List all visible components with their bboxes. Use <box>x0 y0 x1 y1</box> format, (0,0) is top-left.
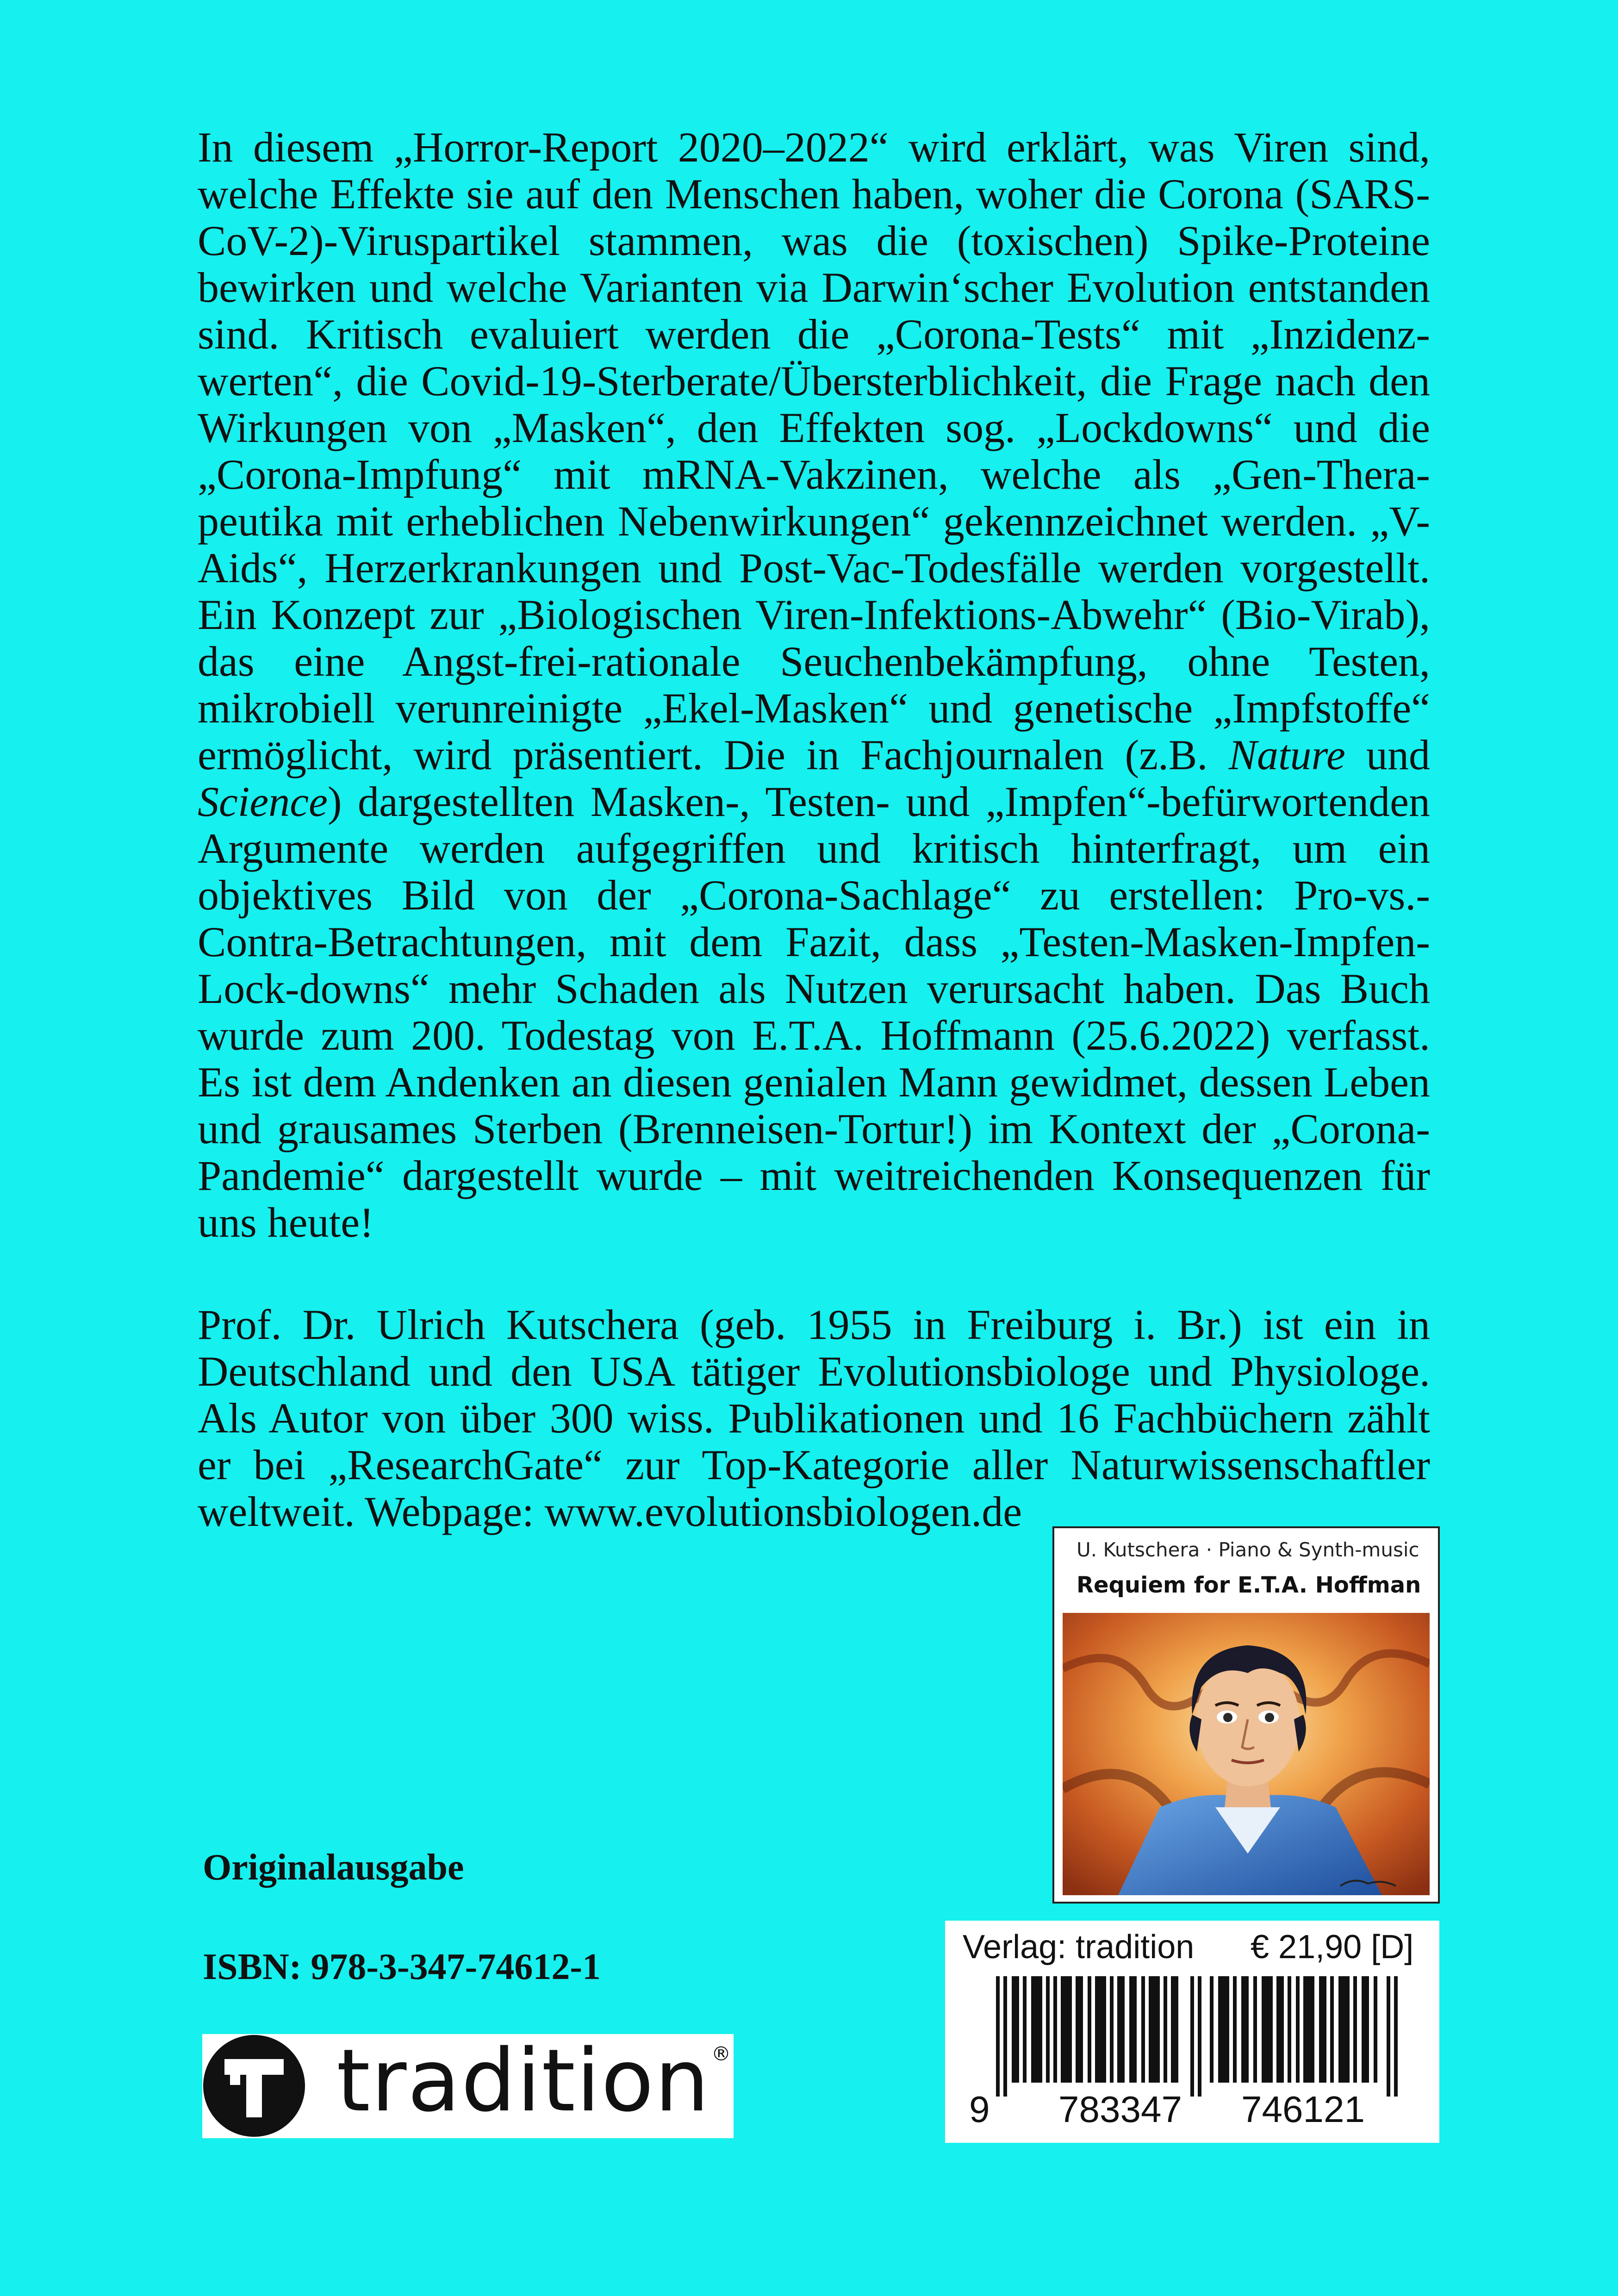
blurb-text-b: ) dargestellten Masken-, Testen- und „Impfen“-befürwortenden Argumente werden aufgegriffen und kritisch hinterfragt, um ein objektives Bild von der „Corona-Sachlage“ zu erstellen: Pro-vs.-Contra-Betrachtungen, mit dem Fazit, dass „Testen-Masken-Impfen-Lock-downs“ mehr Schaden als Nutzen verursacht haben. Das Buch wurde zum 200. Todestag von E.T.A. Hoffmann (25.6.2022) verfasst. Es ist dem Andenken an diesen genialen Mann gewidmet, dessen Leben und grausames Sterben (Brenneisen-Tortur!) im Kontext der „Corona-Pandemie“ dargestellt wurde – mit weitreichenden Konsequenzen für uns heute! <box>198 778 1430 1246</box>
barcode-label <box>945 1921 1439 2143</box>
tradition-t-icon <box>202 2034 306 2138</box>
cd-cover <box>1052 1526 1440 1904</box>
barcode-price: € 21,90 [D] <box>1251 1929 1414 1966</box>
journal-science: Science <box>198 778 328 825</box>
edition-label: Originalausgabe <box>203 1847 464 1888</box>
blurb-text-a: In diesem „Horror-Report 2020–2022“ wird erklärt, was Viren sind, welche Effekte sie auf den Menschen haben, woher die Corona (SARS-CoV-2)-Viruspartikel stammen, was die (toxischen) Spike-Proteine bewirken und welche Varianten via Darwin‘scher Evolution entstanden sind. Kritisch evaluiert werden die „Corona-Tests“ mit „Inzidenz-werten“, die Covid-19-Sterberate/Übersterblichkeit, die Frage nach den Wirkungen von „Masken“, den Effekten sog. „Lockdowns“ und die „Corona-Impfung“ mit mRNA-Vakzinen, welche als „Gen-Thera-peutika mit erheblichen Nebenwirkungen“ gekennzeichnet werden. „V-Aids“, Herzerkrankungen und Post-Vac-Todesfälle werden vorgestellt. Ein Konzept zur „Biologischen Viren-Infektions-Abwehr“ (Bio-Virab), das eine Angst-frei-rationale Seuchenbekämpfung, ohne Testen, mikrobiell verunreinigte „Ekel-Masken“ und genetische „Impfstoffe“ ermöglicht, wird präsentiert. Die in Fachjournalen (z.B. <box>198 124 1430 778</box>
cd-artist-line: U. Kutschera · Piano & Synth-music <box>1077 1538 1419 1561</box>
barcode-digit-first: 9 <box>969 2089 990 2130</box>
cd-title: Requiem for E.T.A. Hoffman <box>1077 1572 1421 1598</box>
isbn-label: ISBN: 978-3-347-74612-1 <box>203 1947 601 1987</box>
barcode-digits-left: 783347 <box>1058 2089 1182 2130</box>
logo-wordmark: tradition <box>336 2030 710 2131</box>
blurb-und: und <box>1366 731 1431 778</box>
ean-barcode <box>996 1976 1413 2097</box>
registered-mark: ® <box>711 2042 731 2065</box>
barcode-digits-right: 746121 <box>1241 2089 1365 2130</box>
portrait-painting <box>1063 1613 1430 1895</box>
blurb-paragraph-1 <box>198 124 1430 1246</box>
author-bio: Prof. Dr. Ulrich Kutschera (geb. 1955 in Freiburg i. Br.) ist ein in Deutschland und den USA tätiger Evolutionsbiologe und Physiologe. Als Autor von über 300 wiss. Publikationen und 16 Fachbüchern zählt er bei „ResearchGate“ zur Top-Kategorie aller Naturwissenschaftler weltweit. Webpage: www.evolutionsbiologen.de <box>198 1301 1430 1535</box>
barcode-publisher: Verlag: tradition <box>963 1929 1195 1966</box>
journal-nature: Nature <box>1228 731 1345 778</box>
publisher-logo <box>202 2030 734 2138</box>
